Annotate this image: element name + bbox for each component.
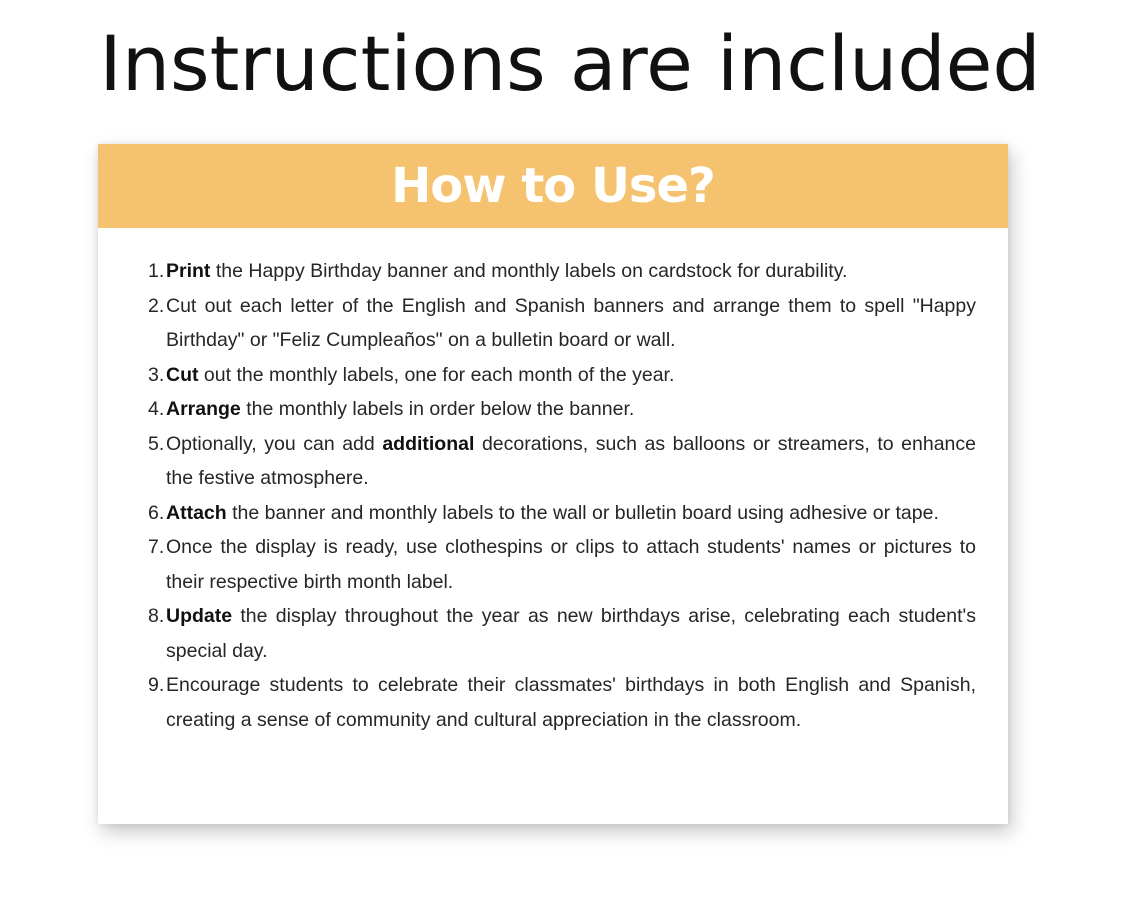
- step-prefix: Optionally, you can add: [166, 432, 383, 455]
- step-text: [166, 392, 976, 427]
- step-text: [166, 668, 976, 737]
- step-body: Encourage students to celebrate their classmates' birthdays in both English and Spanish, creating a sense of community and cultural appreciation in the classroom.: [166, 674, 976, 731]
- card-banner: [98, 144, 1008, 228]
- instruction-step-5: [148, 427, 976, 496]
- step-body: Once the display is ready, use clothespins or clips to attach students' names or pictures to their respective birth month label.: [166, 536, 976, 593]
- step-text: [166, 427, 976, 496]
- instruction-step-4: [148, 392, 976, 427]
- instruction-step-3: [148, 358, 976, 393]
- instruction-step-9: [148, 668, 976, 737]
- step-keyword: Arrange: [166, 398, 241, 420]
- step-keyword: Update: [166, 605, 233, 627]
- step-text: [166, 289, 976, 358]
- step-body: the monthly labels in order below the banner.: [240, 398, 635, 420]
- step-body: the banner and monthly labels to the wall or bulletin board using adhesive or tape.: [226, 501, 939, 524]
- step-body: the Happy Birthday banner and monthly labels on cardstock for durability.: [210, 260, 848, 282]
- step-text: [166, 496, 976, 531]
- step-text: [166, 358, 976, 393]
- step-body: decorations, such as balloons or streamers, to enhance the festive atmosphere.: [166, 432, 976, 489]
- step-keyword: Cut: [166, 363, 199, 386]
- step-text: [166, 530, 976, 599]
- instruction-step-2: [148, 289, 976, 358]
- step-keyword: Attach: [166, 501, 227, 524]
- step-number: 5.: [148, 432, 165, 455]
- step-number: 8.: [148, 605, 165, 627]
- step-text: [166, 599, 976, 668]
- step-text: [166, 254, 976, 289]
- banner-title: How to Use?: [391, 158, 715, 214]
- instructions-card: [98, 144, 1008, 824]
- step-number: 2.: [148, 294, 165, 317]
- step-number: 9.: [148, 674, 165, 696]
- step-number: 1.: [148, 260, 165, 282]
- instruction-step-6: [148, 496, 976, 531]
- instruction-step-7: [148, 530, 976, 599]
- instruction-step-8: [148, 599, 976, 668]
- page-headline: Instructions are included: [99, 19, 1041, 108]
- step-keyword: additional: [382, 432, 475, 455]
- step-body: Cut out each letter of the English and Spanish banners and arrange them to spell "Happy Birthday" or "Feliz Cumpleaños" on a bulletin board or wall.: [166, 294, 976, 351]
- step-body: out the monthly labels, one for each month of the year.: [198, 363, 675, 386]
- step-number: 6.: [148, 501, 165, 524]
- step-number: 4.: [148, 398, 165, 420]
- step-body: the display throughout the year as new birthdays arise, celebrating each student's special day.: [166, 605, 976, 662]
- instruction-step-1: [148, 254, 976, 289]
- step-number: 7.: [148, 536, 165, 558]
- step-number: 3.: [148, 363, 165, 386]
- instruction-list: [148, 254, 976, 737]
- step-keyword: Print: [166, 260, 211, 282]
